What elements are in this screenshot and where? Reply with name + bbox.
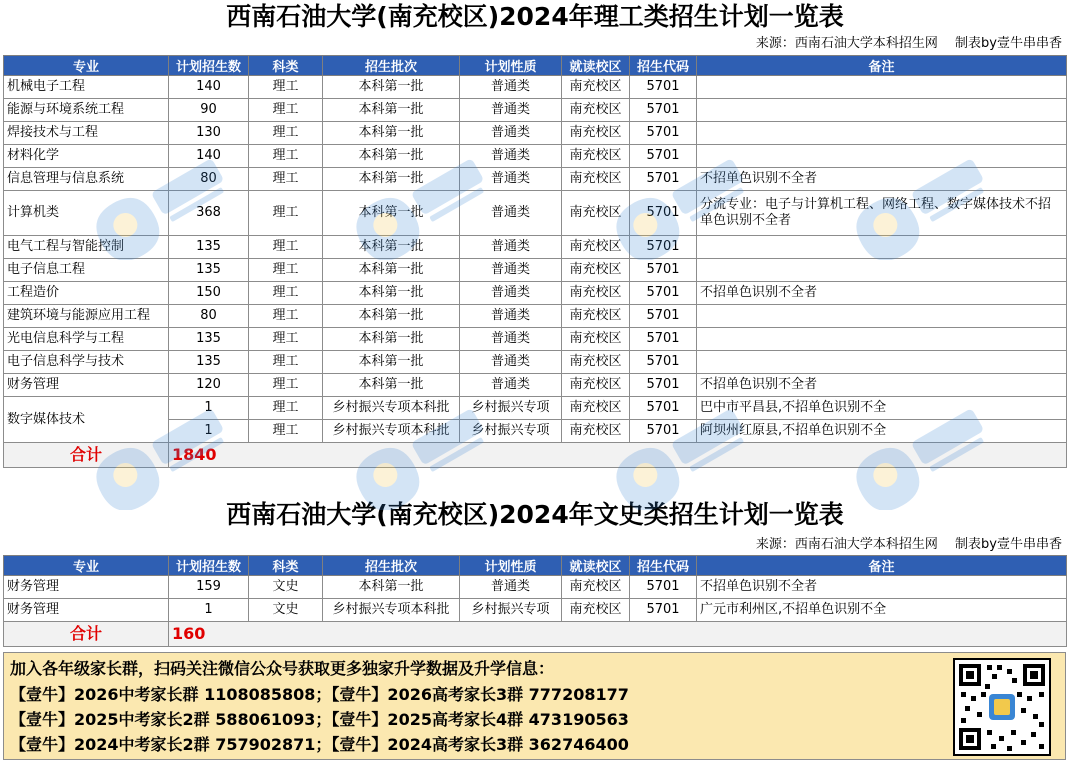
cell-campus: 南充校区 [562,168,630,191]
cell-code: 5701 [630,76,697,99]
table-row [4,328,1067,351]
notice-line: 【壹牛】2026中考家长群 1108085808；【壹牛】2026高考家长3群 777208177 [10,685,629,704]
cell-plan-type: 普通类 [460,76,562,99]
liberal-source: 来源：西南石油大学本科招生网 制表by壹牛串串香 [755,537,1062,552]
cell-plan-count: 80 [169,305,249,328]
cell-category: 理工 [249,351,323,374]
qr-code-icon[interactable] [953,658,1051,756]
cell-campus: 南充校区 [562,76,630,99]
cell-code: 5701 [630,122,697,145]
cell-plan-type: 普通类 [460,282,562,305]
cell-remark: 阿坝州红原县,不招单色识别不全 [697,420,1067,443]
cell-campus: 南充校区 [562,599,630,622]
cell-category: 理工 [249,122,323,145]
header-batch: 招生批次 [323,556,460,576]
header-batch: 招生批次 [323,56,460,76]
cell-code: 5701 [630,599,697,622]
cell-batch: 本科第一批 [323,76,460,99]
cell-code: 5701 [630,99,697,122]
liberal-title: 西南石油大学(南充校区)2024年文史类招生计划一览表 [226,500,844,529]
cell-plan-type: 普通类 [460,259,562,282]
cell-campus: 南充校区 [562,99,630,122]
cell-campus: 南充校区 [562,259,630,282]
table-row [4,122,1067,145]
cell-category: 理工 [249,374,323,397]
header-major: 专业 [4,556,169,576]
cell-plan-type: 乡村振兴专项 [460,599,562,622]
table-row [4,599,1067,622]
cell-batch: 本科第一批 [323,351,460,374]
cell-code: 5701 [630,305,697,328]
total-row [4,622,1067,647]
cell-category: 理工 [249,282,323,305]
group-notice [3,652,1066,760]
cell-plan-type: 普通类 [460,236,562,259]
cell-remark: 分流专业：电子与计算机工程、网络工程、数字媒体技术不招单色识别不全者 [697,191,1067,236]
cell-code: 5701 [630,397,697,420]
cell-campus: 南充校区 [562,191,630,236]
cell-batch: 本科第一批 [323,576,460,599]
cell-remark [697,305,1067,328]
cell-major: 建筑环境与能源应用工程 [4,305,169,328]
cell-campus: 南充校区 [562,145,630,168]
cell-remark [697,76,1067,99]
cell-category: 理工 [249,99,323,122]
cell-plan-count: 135 [169,351,249,374]
cell-major: 机械电子工程 [4,76,169,99]
cell-remark [697,122,1067,145]
cell-campus: 南充校区 [562,576,630,599]
header-campus: 就读校区 [562,56,630,76]
header-code: 招生代码 [630,56,697,76]
cell-code: 5701 [630,374,697,397]
engineering-source: 来源：西南石油大学本科招生网 制表by壹牛串串香 [755,36,1062,51]
cell-plan-type: 普通类 [460,191,562,236]
cell-major: 数字媒体技术 [4,397,169,443]
cell-remark [697,351,1067,374]
table-row [4,351,1067,374]
header-major: 专业 [4,56,169,76]
cell-campus: 南充校区 [562,122,630,145]
cell-plan-type: 普通类 [460,168,562,191]
cell-code: 5701 [630,420,697,443]
table-row [4,305,1067,328]
cell-major: 光电信息科学与工程 [4,328,169,351]
cell-remark: 不招单色识别不全者 [697,168,1067,191]
table-row [4,397,1067,420]
cell-campus: 南充校区 [562,351,630,374]
cell-batch: 本科第一批 [323,236,460,259]
cell-remark: 不招单色识别不全者 [697,282,1067,305]
table-row [4,168,1067,191]
cell-plan-count: 150 [169,282,249,305]
cell-plan-type: 普通类 [460,374,562,397]
cell-code: 5701 [630,168,697,191]
total-value: 1840 [169,443,1067,468]
liberal-plan-table [3,555,1067,647]
cell-category: 理工 [249,145,323,168]
cell-major: 材料化学 [4,145,169,168]
table-row [4,282,1067,305]
cell-remark: 巴中市平昌县,不招单色识别不全 [697,397,1067,420]
cell-category: 理工 [249,259,323,282]
cell-category: 文史 [249,576,323,599]
cell-batch: 本科第一批 [323,191,460,236]
cell-plan-type: 普通类 [460,305,562,328]
cell-batch: 乡村振兴专项本科批 [323,397,460,420]
cell-batch: 本科第一批 [323,305,460,328]
header-category: 科类 [249,556,323,576]
cell-campus: 南充校区 [562,397,630,420]
cell-plan-type: 普通类 [460,328,562,351]
cell-plan-type: 普通类 [460,145,562,168]
header-plan-type: 计划性质 [460,56,562,76]
cell-category: 理工 [249,76,323,99]
notice-line: 【壹牛】2025中考家长2群 588061093；【壹牛】2025高考家长4群 473190563 [10,710,629,729]
cell-campus: 南充校区 [562,236,630,259]
cell-plan-count: 140 [169,145,249,168]
cell-batch: 乡村振兴专项本科批 [323,599,460,622]
total-value: 160 [169,622,1067,647]
cell-plan-type: 乡村振兴专项 [460,420,562,443]
cell-campus: 南充校区 [562,328,630,351]
cell-plan-type: 普通类 [460,122,562,145]
total-label: 合计 [4,622,169,647]
notice-line: 加入各年级家长群，扫码关注微信公众号获取更多独家升学数据及升学信息： [10,659,555,678]
cell-remark [697,328,1067,351]
table-row [4,191,1067,236]
cell-batch: 本科第一批 [323,328,460,351]
cell-batch: 本科第一批 [323,122,460,145]
cell-category: 理工 [249,420,323,443]
cell-code: 5701 [630,576,697,599]
table-row [4,99,1067,122]
cell-plan-count: 90 [169,99,249,122]
table-row [4,236,1067,259]
header-code: 招生代码 [630,556,697,576]
cell-remark: 广元市利州区,不招单色识别不全 [697,599,1067,622]
total-label: 合计 [4,443,169,468]
cell-category: 理工 [249,168,323,191]
cell-plan-count: 1 [169,599,249,622]
cell-plan-count: 1 [169,397,249,420]
cell-batch: 本科第一批 [323,374,460,397]
cell-plan-count: 159 [169,576,249,599]
cell-remark [697,236,1067,259]
notice-line: 【壹牛】2024中考家长2群 757902871；【壹牛】2024高考家长3群 362746400 [10,735,629,754]
header-remark: 备注 [697,556,1067,576]
table-row [4,374,1067,397]
cell-remark: 不招单色识别不全者 [697,374,1067,397]
header-category: 科类 [249,56,323,76]
cell-plan-count: 1 [169,420,249,443]
cell-major: 财务管理 [4,599,169,622]
cell-category: 理工 [249,191,323,236]
cell-major: 信息管理与信息系统 [4,168,169,191]
cell-remark [697,145,1067,168]
cell-batch: 本科第一批 [323,282,460,305]
cell-major: 电子信息科学与技术 [4,351,169,374]
cell-batch: 本科第一批 [323,99,460,122]
cell-batch: 本科第一批 [323,145,460,168]
cell-major: 电气工程与智能控制 [4,236,169,259]
cell-remark [697,99,1067,122]
cell-code: 5701 [630,145,697,168]
cell-plan-count: 120 [169,374,249,397]
cell-code: 5701 [630,328,697,351]
table-row [4,576,1067,599]
cell-batch: 本科第一批 [323,259,460,282]
cell-batch: 本科第一批 [323,168,460,191]
cell-batch: 乡村振兴专项本科批 [323,420,460,443]
cell-category: 理工 [249,328,323,351]
cell-campus: 南充校区 [562,420,630,443]
cell-plan-count: 130 [169,122,249,145]
cell-code: 5701 [630,191,697,236]
cell-plan-count: 368 [169,191,249,236]
cell-major: 焊接技术与工程 [4,122,169,145]
engineering-title: 西南石油大学(南充校区)2024年理工类招生计划一览表 [226,2,844,31]
cell-remark: 不招单色识别不全者 [697,576,1067,599]
cell-plan-count: 135 [169,259,249,282]
cell-plan-count: 80 [169,168,249,191]
cell-code: 5701 [630,236,697,259]
cell-major: 电子信息工程 [4,259,169,282]
cell-plan-type: 普通类 [460,351,562,374]
table-row [4,259,1067,282]
cell-category: 理工 [249,397,323,420]
cell-plan-type: 乡村振兴专项 [460,397,562,420]
table-row [4,76,1067,99]
cell-major: 能源与环境系统工程 [4,99,169,122]
header-campus: 就读校区 [562,556,630,576]
cell-plan-count: 135 [169,328,249,351]
table-row [4,145,1067,168]
cell-plan-count: 140 [169,76,249,99]
cell-major: 财务管理 [4,374,169,397]
cell-plan-count: 135 [169,236,249,259]
header-plan-count: 计划招生数 [169,556,249,576]
cell-campus: 南充校区 [562,374,630,397]
engineering-plan-table [3,55,1067,468]
cell-plan-type: 普通类 [460,99,562,122]
header-remark: 备注 [697,56,1067,76]
cell-major: 财务管理 [4,576,169,599]
cell-campus: 南充校区 [562,305,630,328]
cell-major: 工程造价 [4,282,169,305]
total-row [4,443,1067,468]
cell-major: 计算机类 [4,191,169,236]
cell-category: 理工 [249,305,323,328]
cell-code: 5701 [630,351,697,374]
cell-campus: 南充校区 [562,282,630,305]
cell-code: 5701 [630,259,697,282]
cell-category: 文史 [249,599,323,622]
cell-code: 5701 [630,282,697,305]
cell-plan-type: 普通类 [460,576,562,599]
cell-remark [697,259,1067,282]
header-plan-type: 计划性质 [460,556,562,576]
cell-category: 理工 [249,236,323,259]
header-plan-count: 计划招生数 [169,56,249,76]
